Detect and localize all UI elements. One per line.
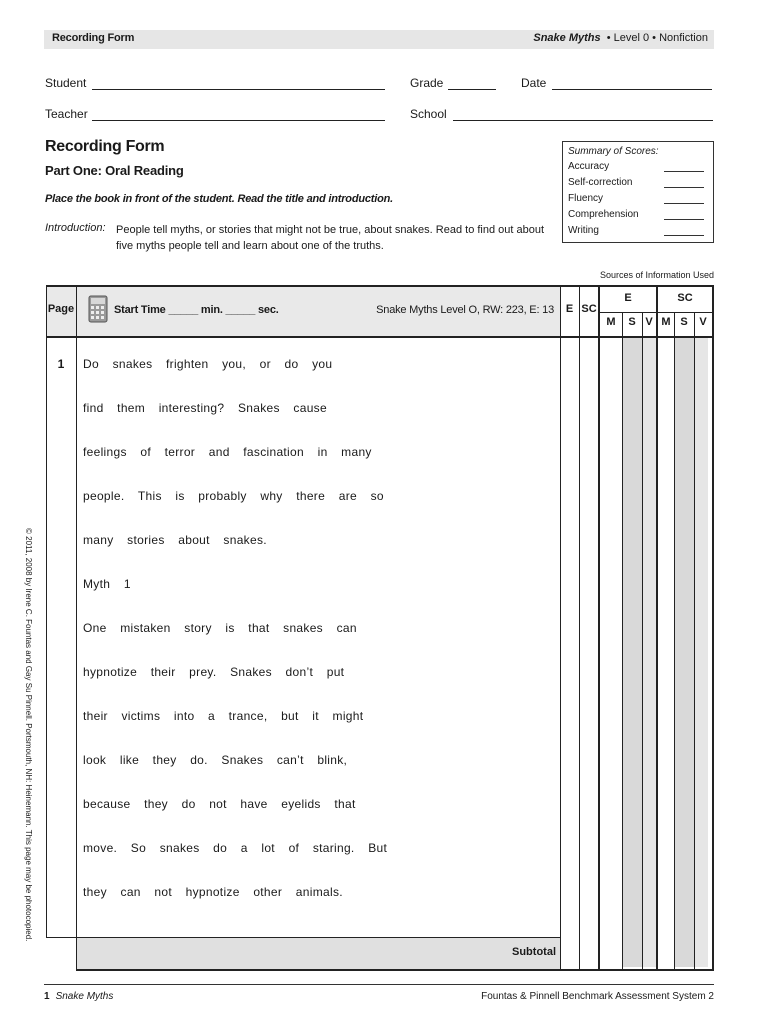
header-form-label: Recording Form <box>52 32 135 44</box>
msv-m-header: M <box>661 316 671 328</box>
summary-title: Summary of Scores: <box>568 146 659 157</box>
msv-s-header: S <box>628 316 636 328</box>
summary-label: Accuracy <box>568 161 610 172</box>
text-line: One mistaken story is that snakes can <box>83 621 357 635</box>
teacher-label: Teacher <box>45 107 88 121</box>
page-number-cell: 1 <box>57 357 65 371</box>
school-label: School <box>410 107 447 121</box>
intro-label: Introduction: <box>45 222 106 234</box>
header-meta: • Level 0 • Nonfiction <box>606 32 708 44</box>
footer-book-title: Snake Myths <box>55 991 114 1002</box>
date-label: Date <box>521 76 547 90</box>
reading-record-table <box>46 285 714 971</box>
student-label: Student <box>45 76 87 90</box>
text-line: find them interesting? Snakes cause <box>83 401 327 415</box>
part-title: Part One: Oral Reading <box>45 163 184 178</box>
text-line: people. This is probably why there are so <box>83 489 384 503</box>
copyright-notice: © 2011, 2008 by Irene C. Fountas and Gay Su Pinnell. Portsmouth, NH: Heinemann. This page may be photocopied. <box>24 528 33 942</box>
date-field[interactable] <box>552 89 712 90</box>
grade-field[interactable] <box>448 89 496 90</box>
msv-s-header: S <box>680 316 688 328</box>
summary-label: Fluency <box>568 193 604 204</box>
summary-of-scores-box <box>562 141 714 243</box>
text-line: because they do not have eyelids that <box>83 797 356 811</box>
shade-col-sc-v <box>694 337 708 967</box>
msv-v-header: V <box>699 316 707 328</box>
subtotal-row <box>76 937 560 969</box>
shade-col-sc-s <box>674 337 694 967</box>
grade-label: Grade <box>410 76 444 90</box>
summary-label: Self-correction <box>568 177 633 188</box>
text-line: Do snakes frighten you, or do you <box>83 357 333 371</box>
sources-e-header: E <box>624 292 632 304</box>
msv-v-header: V <box>645 316 653 328</box>
intro-text: People tell myths, or stories that might not be true, about snakes. Read to find out about five myths people tell and learn about one of the truths. <box>116 224 545 252</box>
student-field[interactable] <box>92 89 385 90</box>
summary-label: Comprehension <box>568 209 639 220</box>
text-line: their victims into a trance, but it might <box>83 709 364 723</box>
summary-row-comprehension[interactable] <box>568 207 708 223</box>
self-correction-column-header: SC <box>581 303 597 315</box>
start-time-field[interactable]: Start Time _____ min. _____ sec. <box>114 304 279 316</box>
footer-divider <box>44 984 714 985</box>
footer-series-title: Fountas & Pinnell Benchmark Assessment System 2 <box>481 991 714 1002</box>
summary-row-accuracy[interactable] <box>568 159 708 175</box>
book-info: Snake Myths Level O, RW: 223, E: 13 <box>376 304 554 316</box>
text-line: hypnotize their prey. Snakes don’t put <box>83 665 345 679</box>
school-field[interactable] <box>453 120 713 121</box>
text-line: Myth 1 <box>83 577 131 591</box>
text-line: look like they do. Snakes can’t blink, <box>83 753 348 767</box>
summary-label: Writing <box>568 225 599 236</box>
calculator-icon <box>87 293 109 325</box>
teacher-field[interactable] <box>92 120 385 121</box>
text-line: many stories about snakes. <box>83 533 267 547</box>
sources-label: Sources of Information Used <box>600 270 715 280</box>
summary-row-self-correction[interactable] <box>568 175 708 191</box>
text-line: they can not hypnotize other animals. <box>83 885 343 899</box>
msv-m-header: M <box>606 316 616 328</box>
summary-row-writing[interactable] <box>568 223 708 239</box>
footer-page-number: 1 <box>44 991 50 1002</box>
sources-sc-header: SC <box>677 292 693 304</box>
subtotal-label: Subtotal <box>512 946 556 958</box>
header-book-title: Snake Myths <box>533 32 601 44</box>
instruction-text: Place the book in front of the student. Read the title and introduction. <box>45 193 393 205</box>
footer-page-info <box>44 991 113 1002</box>
header-band <box>44 30 714 49</box>
shade-col-e-s <box>622 337 642 967</box>
summary-row-fluency[interactable] <box>568 191 708 207</box>
header-book-info <box>533 32 708 44</box>
form-title: Recording Form <box>45 138 165 155</box>
page-column-header: Page <box>47 303 75 315</box>
shade-col-e-v <box>642 337 656 967</box>
text-line: feelings of terror and fascination in many <box>83 445 372 459</box>
errors-column-header: E <box>565 303 574 315</box>
text-line: move. So snakes do a lot of staring. But <box>83 841 388 855</box>
